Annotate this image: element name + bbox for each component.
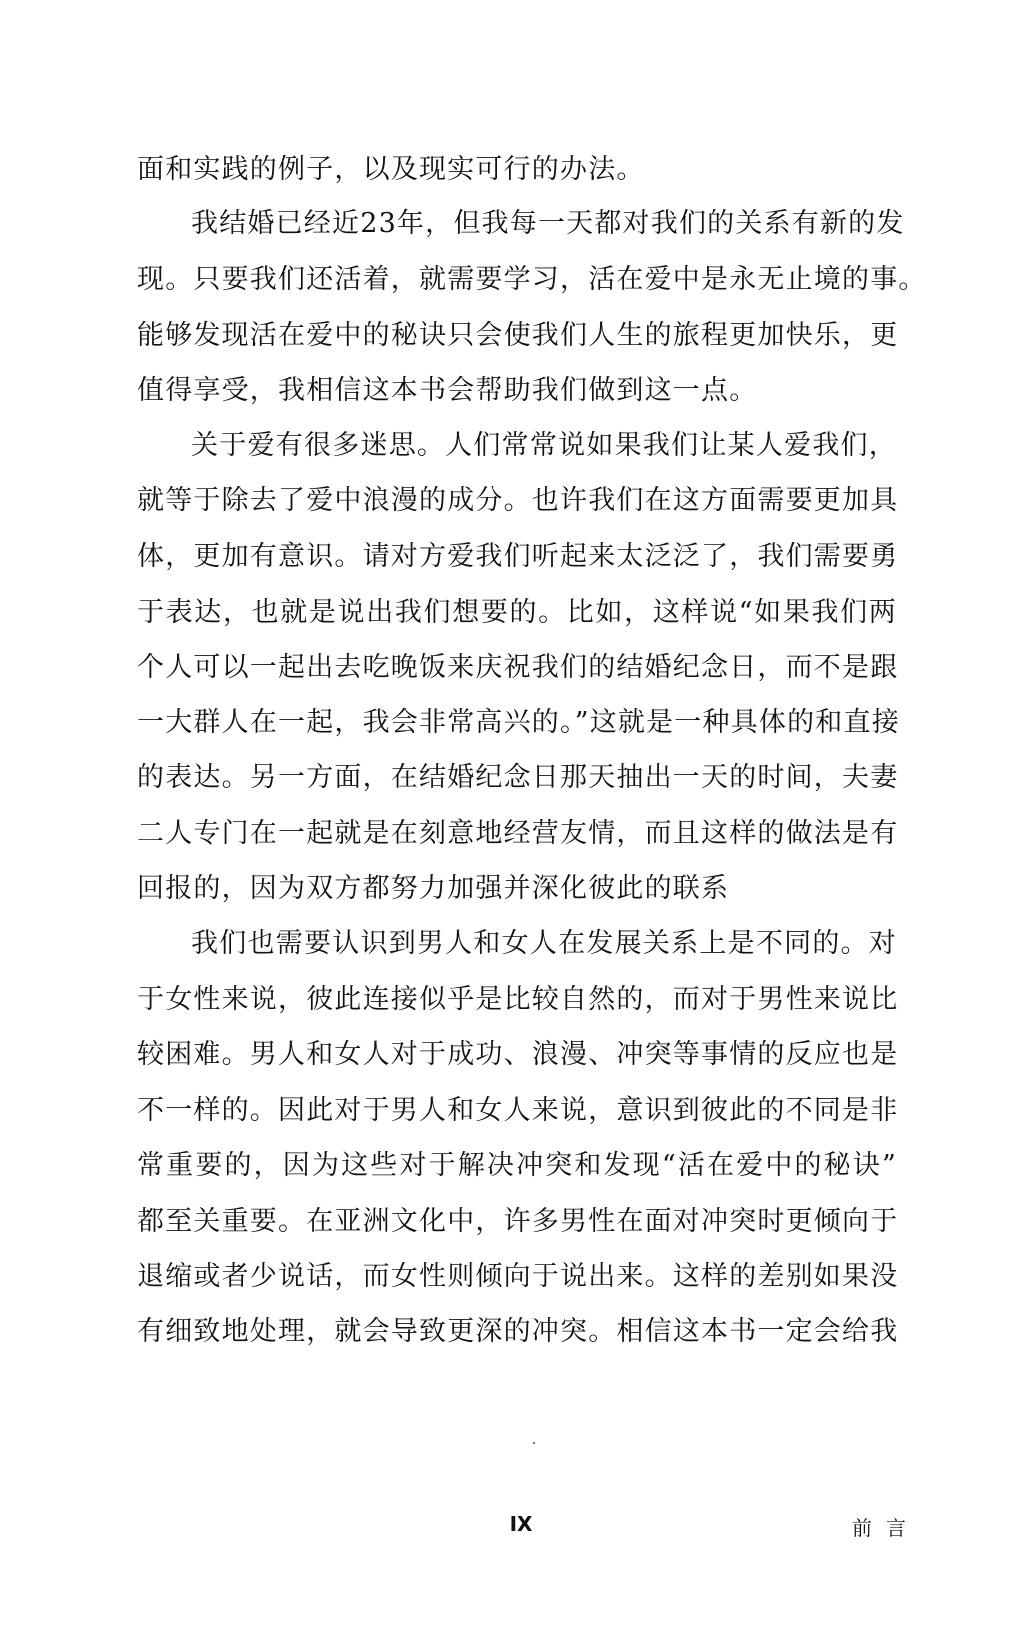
text-line: 体，更加有意识。请对方爱我们听起来太泛泛了，我们需要勇 bbox=[137, 541, 899, 572]
text-line: 二人专门在一起就是在刻意地经营友情，而且这样的做法是有 bbox=[137, 818, 899, 849]
text-line: 有细致地处理，就会导致更深的冲突。相信这本书一定会给我 bbox=[137, 1316, 899, 1347]
paragraph-first-line: 我结婚已经近23年，但我每一天都对我们的关系有新的发 bbox=[191, 208, 905, 239]
scan-speck bbox=[533, 1442, 535, 1444]
text-line: 回报的，因为双方都努力加强并深化彼此的联系 bbox=[137, 873, 730, 904]
text-line: 退缩或者少说话，而女性则倾向于说出来。这样的差别如果没 bbox=[137, 1261, 899, 1292]
text-line: 面和实践的例子，以及现实可行的办法。 bbox=[137, 154, 645, 185]
text-line: 不一样的。因此对于男人和女人来说，意识到彼此的不同是非 bbox=[137, 1095, 899, 1126]
text-line: 较困难。男人和女人对于成功、浪漫、冲突等事情的反应也是 bbox=[137, 1039, 899, 1070]
text-line: 于表达，也就是说出我们想要的。比如，这样说“如果我们两 bbox=[137, 597, 897, 628]
page-number: IX bbox=[509, 1512, 533, 1536]
text-line: 能够发现活在爱中的秘诀只会使我们人生的旅程更加快乐，更 bbox=[137, 320, 899, 351]
text-line: 现。只要我们还活着，就需要学习，活在爱中是永无止境的事。 bbox=[137, 264, 927, 295]
text-line: 一大群人在一起，我会非常高兴的。”这就是一种具体的和直接 bbox=[137, 707, 900, 738]
running-footer-title: 前言 bbox=[852, 1516, 920, 1540]
paragraph-first-line: 我们也需要认识到男人和女人在发展关系上是不同的。对 bbox=[191, 928, 897, 959]
text-line: 的表达。另一方面，在结婚纪念日那天抽出一天的时间，夫妻 bbox=[137, 762, 899, 793]
paragraph-first-line: 关于爱有很多迷思。人们常常说如果我们让某人爱我们， bbox=[191, 430, 897, 461]
text-line: 值得享受，我相信这本书会帮助我们做到这一点。 bbox=[137, 375, 758, 406]
text-line: 常重要的，因为这些对于解决冲突和发现“活在爱中的秘诀” bbox=[137, 1150, 897, 1181]
text-line: 都至关重要。在亚洲文化中，许多男性在面对冲突时更倾向于 bbox=[137, 1206, 899, 1237]
text-line: 于女性来说，彼此连接似乎是比较自然的，而对于男性来说比 bbox=[137, 984, 899, 1015]
text-line: 就等于除去了爱中浪漫的成分。也许我们在这方面需要更加具 bbox=[137, 485, 899, 516]
text-line: 个人可以一起出去吃晚饭来庆祝我们的结婚纪念日，而不是跟 bbox=[137, 652, 899, 683]
